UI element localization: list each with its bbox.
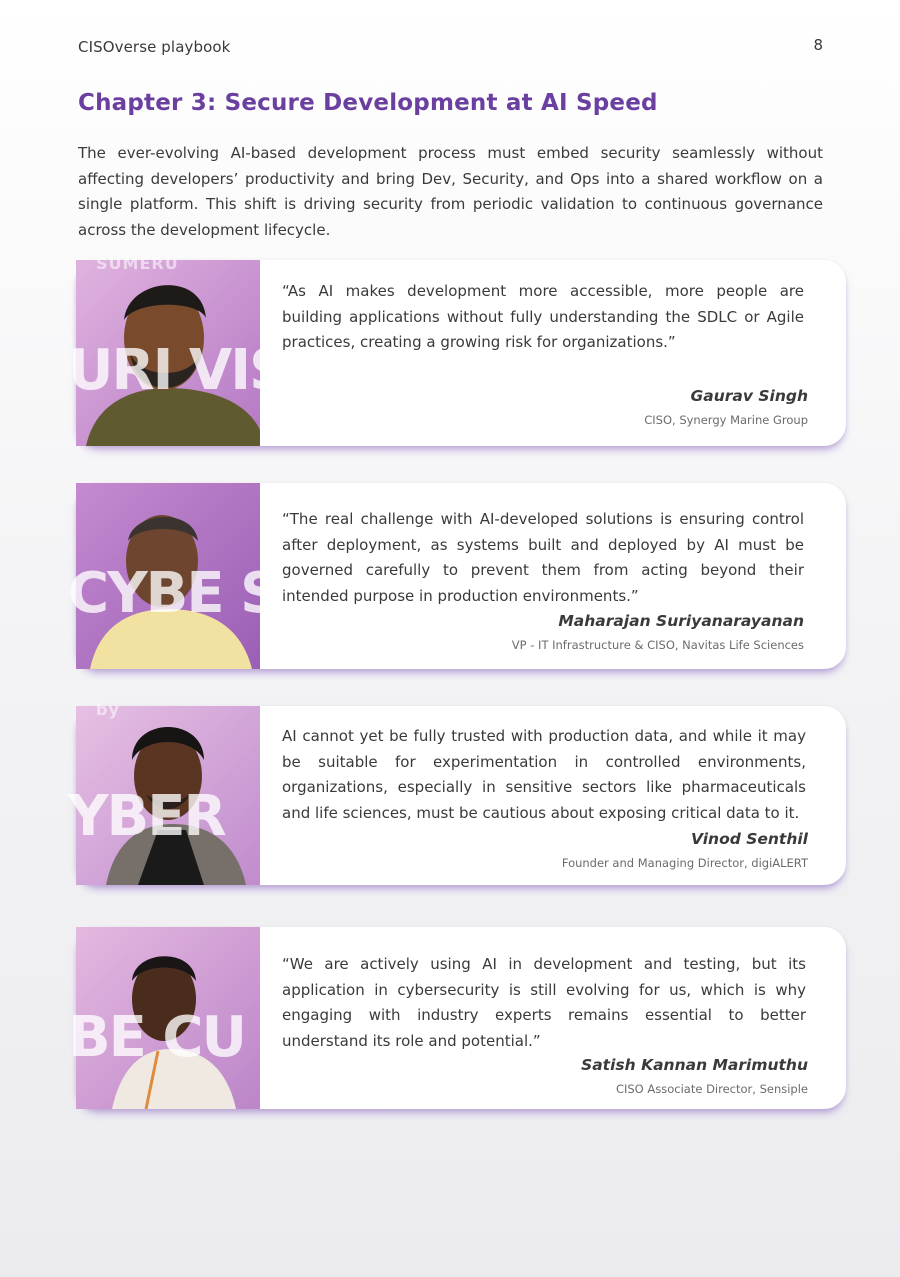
testimonial-author: Satish Kannan Marimuthu: [581, 1056, 808, 1074]
testimonial-role: VP - IT Infrastructure & CISO, Navitas Life Sciences: [511, 638, 804, 652]
backdrop-top-text: by: [96, 700, 120, 719]
testimonial-quote: “We are actively using AI in development and testing, but its application in cybersecurity is still evolving for us, which is why engaging with industry experts remains essential to better understand its role and potential.”: [282, 955, 806, 1050]
testimonial-author: Gaurav Singh: [690, 387, 808, 405]
testimonial-author: Maharajan Suriyanarayanan: [558, 612, 804, 630]
portrait-photo: [68, 927, 260, 1109]
testimonial-quote: AI cannot yet be fully trusted with production data, and while it may be suitable for experimentation in controlled environments, organizations, especially in sensitive sectors like pharmaceuticals and life sciences, must be cautious about exposing critical data to it.: [282, 727, 806, 822]
testimonial-quote: “As AI makes development more accessible, more people are building applications without fully understanding the SDLC or Agile practices, creating a growing risk for organizations.”: [282, 282, 804, 351]
backdrop-top-text: SUMERU: [96, 254, 179, 273]
backdrop-text: BE CU: [68, 1005, 246, 1070]
portrait-photo: [68, 483, 354, 669]
testimonial-role: CISO, Synergy Marine Group: [644, 413, 808, 427]
header-title: CISOverse playbook: [78, 38, 231, 56]
backdrop-text: YBER: [68, 784, 225, 849]
page-number: 8: [813, 36, 823, 54]
chapter-intro: The ever-evolving AI-based development process must embed security seamlessly without affecting developers’ productivity and bring Dev, Security, and Ops into a shared workflow on a single platform. This shift is driving security from periodic validation to continuous governance across the development lifecycle.: [78, 144, 823, 239]
testimonial-card: [68, 254, 846, 446]
page-header: [78, 38, 823, 60]
testimonial-role: Founder and Managing Director, digiALERT: [561, 856, 808, 870]
portrait-photo: [68, 700, 260, 885]
testimonial-card: [68, 483, 846, 669]
portrait-photo: [68, 254, 288, 446]
testimonial-card: [68, 700, 846, 885]
testimonial-author: Vinod Senthil: [691, 830, 808, 848]
testimonial-role: CISO Associate Director, Sensiple: [615, 1082, 808, 1096]
backdrop-text: URI VIS: [68, 338, 288, 403]
testimonial-card: [68, 927, 846, 1109]
testimonial-quote: “The real challenge with AI-developed solutions is ensuring control after deployment, as systems built and deployed by AI must be governed carefully to prevent them from acting beyond their intended purpose in production environments.”: [282, 510, 804, 605]
backdrop-text: CYBE SEC: [68, 561, 354, 626]
chapter-title: Chapter 3: Secure Development at AI Speed: [78, 90, 658, 116]
